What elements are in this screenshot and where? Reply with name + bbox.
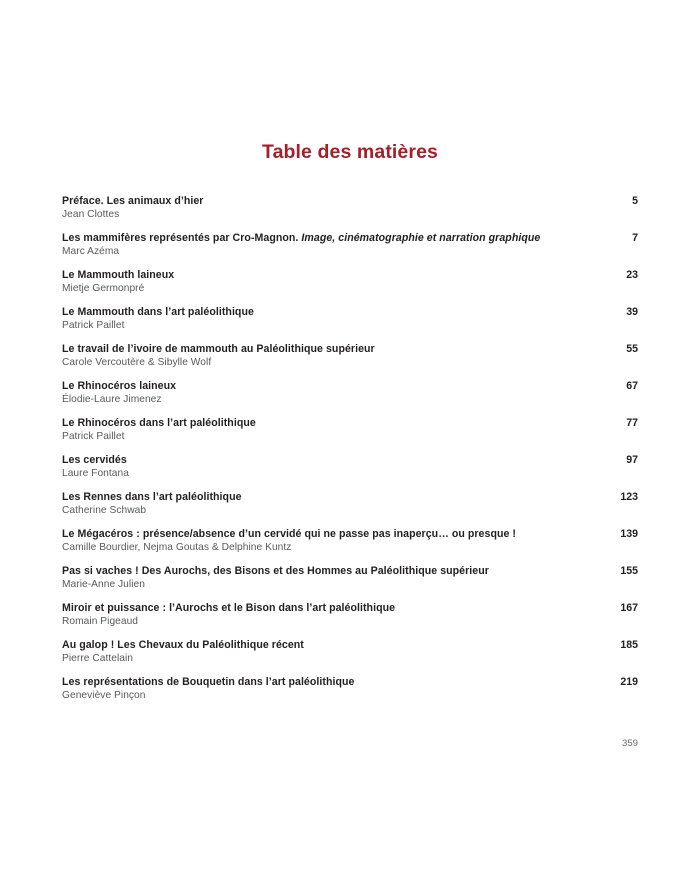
toc-entry-page-number[interactable]: 219 (620, 676, 638, 688)
toc-entry[interactable] (62, 195, 638, 232)
toc-entry-author: Laure Fontana (62, 468, 129, 479)
toc-entry[interactable] (62, 417, 638, 454)
toc-entry-author: Carole Vercoutère & Sibylle Wolf (62, 357, 212, 368)
toc-entry-page-number[interactable]: 77 (626, 417, 638, 429)
toc-entry-title[interactable] (62, 343, 375, 355)
toc-entry[interactable] (62, 380, 638, 417)
toc-entry-author: Catherine Schwab (62, 505, 147, 516)
toc-entry-author: Camille Bourdier, Nejma Goutas & Delphine Kuntz (62, 542, 292, 553)
toc-entry-title[interactable] (62, 232, 540, 244)
toc-entry-title[interactable] (62, 195, 203, 207)
toc-entry-author: Marc Azéma (62, 246, 120, 257)
toc-entry-title-roman: Les représentations de Bouquetin dans l’art paléolithique (62, 676, 355, 688)
toc-entry-title-roman: Miroir et puissance : l’Aurochs et le Bison dans l’art paléolithique (62, 602, 396, 614)
toc-entry-page-number[interactable]: 67 (626, 380, 638, 392)
toc-entry-title-roman: Les mammifères représentés par Cro-Magnon. (62, 232, 302, 244)
toc-entry-title-roman: Le Mammouth laineux (62, 269, 175, 281)
toc-entry-line (62, 232, 638, 247)
toc-entry-line (62, 602, 638, 617)
toc-entry-author: Pierre Cattelain (62, 653, 134, 664)
toc-entry-page-number[interactable]: 185 (620, 639, 638, 651)
page-folio-number: 359 (621, 738, 638, 749)
toc-entry-page-number[interactable]: 155 (620, 565, 638, 577)
toc-entry-page-number[interactable]: 39 (626, 306, 638, 318)
toc-entry-title[interactable] (62, 380, 176, 392)
toc-entry-title[interactable] (62, 491, 242, 503)
toc-entry-line (62, 565, 638, 580)
toc-entry-title[interactable] (62, 454, 127, 466)
toc-entry-title[interactable] (62, 306, 254, 318)
toc-entry-title[interactable] (62, 565, 489, 577)
toc-entry-title[interactable] (62, 417, 256, 429)
toc-entry-line (62, 269, 638, 284)
toc-entry[interactable] (62, 454, 638, 491)
toc-entry-page-number[interactable]: 167 (620, 602, 638, 614)
toc-entry-page-number[interactable]: 123 (620, 491, 638, 503)
toc-entry-line (62, 454, 638, 469)
toc-entry-line (62, 306, 638, 321)
toc-entry-author: Marie-Anne Julien (62, 579, 145, 590)
toc-entry-title-roman: Les cervidés (62, 454, 127, 466)
toc-entry-title-roman: Préface. Les animaux d’hier (62, 195, 204, 207)
toc-entry[interactable] (62, 639, 638, 676)
toc-entry-line (62, 380, 638, 395)
toc-entry[interactable] (62, 565, 638, 602)
toc-entry-page-number[interactable]: 55 (626, 343, 638, 355)
toc-entry-title[interactable] (62, 269, 174, 281)
toc-entry-title[interactable] (62, 602, 395, 614)
toc-entry-line (62, 528, 638, 543)
toc-entry-author: Romain Pigeaud (62, 616, 139, 627)
toc-entry-title[interactable] (62, 676, 354, 688)
toc-entry-title-roman: Pas si vaches ! Des Aurochs, des Bisons et des Hommes au Paléolithique supérieur (62, 565, 489, 577)
toc-entry-page-number[interactable]: 97 (626, 454, 638, 466)
toc-entry-title-italic: Image, cinématographie et narration graphique (301, 232, 541, 244)
toc-entry-title-roman: Au galop ! Les Chevaux du Paléolithique récent (62, 639, 304, 651)
toc-entry-line (62, 676, 638, 691)
toc-entry-page-number[interactable]: 5 (632, 195, 638, 207)
toc-entry-title-roman: Le Mégacéros : présence/absence d’un cervidé qui ne passe pas inaperçu… ou presque ! (62, 528, 516, 540)
toc-entry-author: Patrick Paillet (62, 431, 125, 442)
page-title: Table des matières (262, 141, 438, 163)
toc-entry-line (62, 491, 638, 506)
toc-entry[interactable] (62, 343, 638, 380)
toc-entry-title-roman: Le Rhinocéros laineux (62, 380, 177, 392)
toc-entry-page-number[interactable]: 139 (620, 528, 638, 540)
toc-entry-title[interactable] (62, 528, 516, 540)
toc-entry-author: Élodie-Laure Jimenez (62, 394, 162, 405)
toc-entry[interactable] (62, 602, 638, 639)
toc-entry[interactable] (62, 528, 638, 565)
toc-entry-line (62, 343, 638, 358)
toc-entry-page-number[interactable]: 23 (626, 269, 638, 281)
toc-entry-page-number[interactable]: 7 (632, 232, 638, 244)
toc-entry[interactable] (62, 676, 638, 713)
toc-entry-title[interactable] (62, 639, 304, 651)
toc-entry-author: Mietje Germonpré (62, 283, 145, 294)
toc-entry[interactable] (62, 232, 638, 269)
toc-entry-line (62, 417, 638, 432)
toc-entry-author: Geneviève Pinçon (62, 690, 146, 701)
toc-entry[interactable] (62, 491, 638, 528)
toc-entry[interactable] (62, 269, 638, 306)
toc-entry-title-roman: Le Rhinocéros dans l’art paléolithique (62, 417, 256, 429)
toc-entry-line (62, 195, 638, 210)
toc-entry[interactable] (62, 306, 638, 343)
toc-entry-author: Jean Clottes (62, 209, 120, 220)
table-of-contents-list (62, 195, 638, 713)
toc-entry-title-roman: Les Rennes dans l’art paléolithique (62, 491, 242, 503)
toc-entry-title-roman: Le travail de l’ivoire de mammouth au Paléolithique supérieur (62, 343, 375, 355)
toc-entry-title-roman: Le Mammouth dans l’art paléolithique (62, 306, 254, 318)
toc-entry-line (62, 639, 638, 654)
toc-entry-author: Patrick Paillet (62, 320, 125, 331)
